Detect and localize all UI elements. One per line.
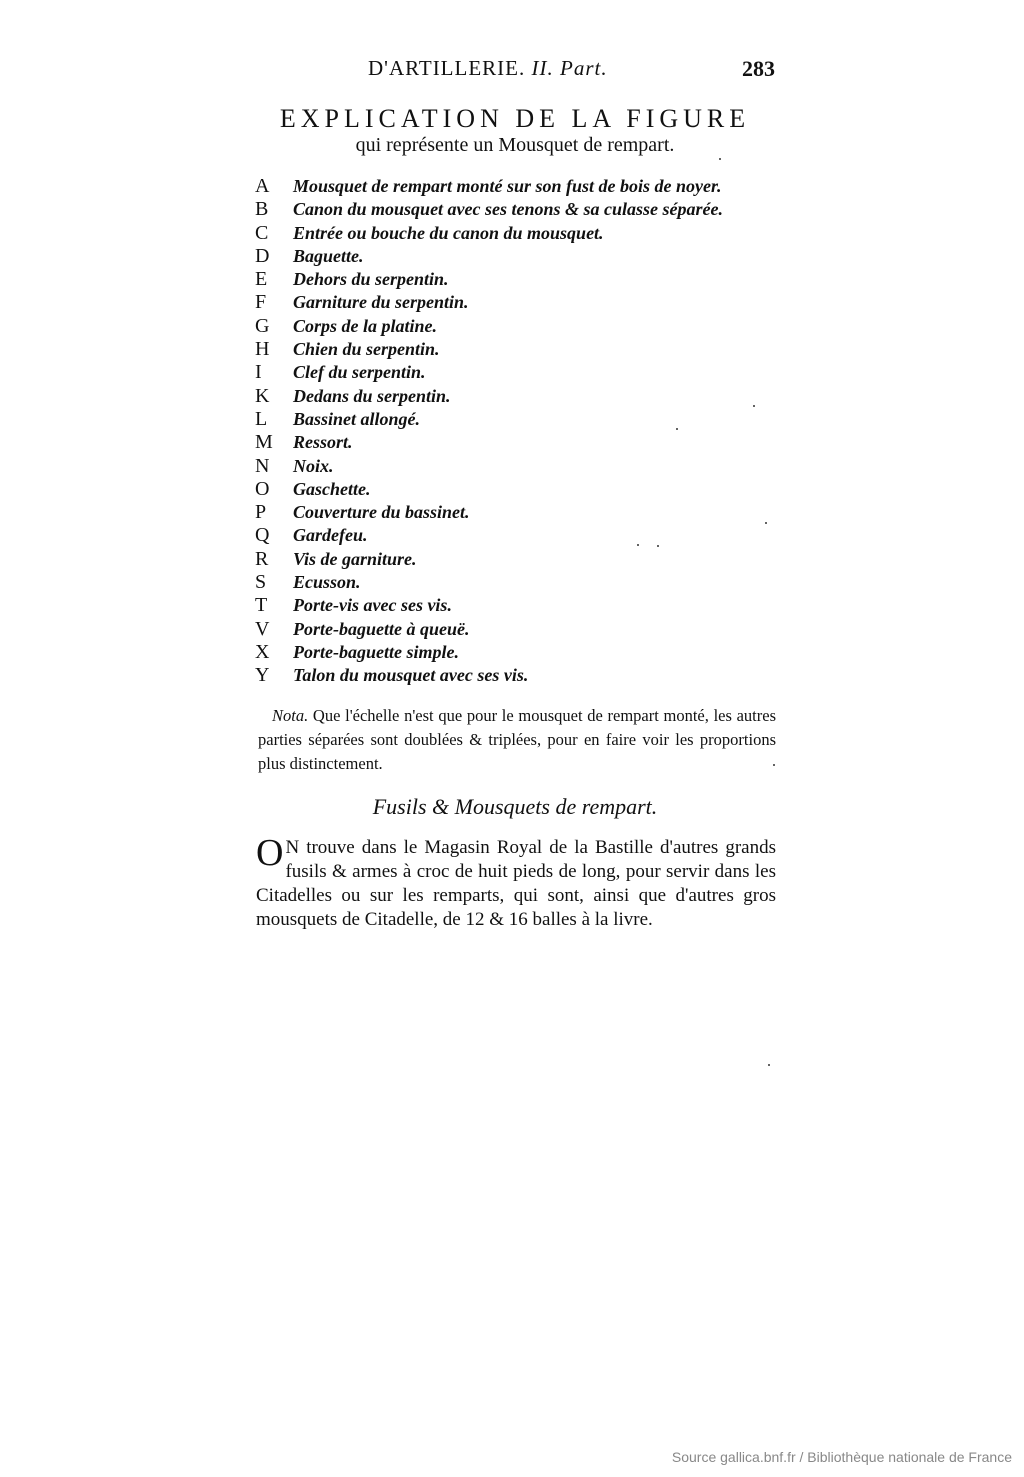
legend-description: Entrée ou bouche du canon du mousquet.: [293, 222, 604, 243]
legend-description: Dehors du serpentin.: [293, 269, 449, 290]
legend-letter: R: [255, 547, 269, 570]
legend-letter: A: [255, 175, 270, 197]
legend-item: [255, 478, 723, 501]
legend-letter: X: [255, 640, 270, 663]
running-title: D'ARTILLERIE.: [368, 56, 526, 80]
running-head: [368, 56, 608, 81]
legend-letter: S: [255, 571, 267, 594]
paragraph-text: N trouve dans le Magasin Royal de la Bastille d'autres grands fusils & armes à croc de huit pieds de long, pour servir dans les Citadelles ou sur les remparts, qui sont, ainsi que d'autres gros mousquets de Citadelle, de 12 & 16 balles à la livre.: [256, 837, 776, 930]
legend-item: [255, 664, 723, 687]
legend-letter: P: [255, 501, 267, 524]
legend-description: Porte-vis avec ses vis.: [293, 595, 452, 616]
legend-item: [255, 524, 723, 547]
nota-label: Nota.: [272, 706, 309, 725]
legend-letter: Q: [255, 524, 270, 547]
legend-letter: T: [255, 594, 268, 617]
legend-description: Talon du mousquet avec ses vis.: [293, 665, 529, 686]
legend-description: Gaschette.: [293, 478, 371, 499]
scan-speck: [676, 428, 678, 430]
legend-item: [255, 385, 723, 408]
legend-letter: H: [255, 338, 270, 361]
scan-speck: [657, 545, 659, 547]
legend-item: [255, 594, 723, 617]
legend-item: [255, 455, 723, 478]
nota-text: Que l'échelle n'est que pour le mousquet de rempart monté, les autres parties séparées sont doublées & triplées, pour en faire voir les proportions plus distinctement.: [258, 706, 777, 773]
legend-description: Clef du serpentin.: [293, 362, 426, 383]
legend-description: Canon du mousquet avec ses tenons & sa culasse séparée.: [293, 199, 724, 220]
legend-letter: N: [255, 454, 270, 477]
legend-item: [255, 641, 723, 664]
legend-letter: I: [255, 361, 262, 384]
legend-description: Mousquet de rempart monté sur son fust de bois de noyer.: [293, 176, 722, 196]
figure-explanation-subtitle: qui représente un Mousquet de rempart.: [355, 134, 675, 156]
legend-description: Chien du serpentin.: [293, 339, 440, 360]
legend-letter: V: [255, 617, 270, 640]
legend-letter: B: [255, 198, 269, 221]
legend-letter: Y: [255, 664, 270, 687]
scan-speck: [637, 544, 639, 546]
legend-description: Couverture du bassinet.: [293, 502, 470, 523]
legend-item: [255, 618, 723, 641]
legend-letter: E: [255, 268, 268, 291]
part-label: II. Part.: [531, 56, 608, 80]
section-heading: Fusils & Mousquets de rempart.: [372, 794, 658, 819]
legend-description: Ressort.: [293, 432, 353, 453]
legend-description: Porte-baguette simple.: [293, 641, 459, 662]
page-number: 283: [742, 56, 775, 81]
source-credit: Source gallica.bnf.fr / Bibliothèque nationale de France: [671, 1449, 1012, 1465]
legend-description: Bassinet allongé.: [293, 408, 421, 429]
body-paragraph: [256, 832, 776, 932]
scan-speck: [753, 405, 755, 407]
legend-letter: G: [255, 314, 270, 337]
nota-note: [258, 704, 776, 776]
legend-description: Porte-baguette à queuë.: [293, 618, 470, 639]
legend-letter: D: [255, 244, 270, 267]
scan-speck: [765, 522, 767, 524]
legend-letter: L: [255, 407, 268, 430]
legend-item: [255, 571, 723, 594]
legend-item: [255, 431, 723, 454]
figure-explanation-title: EXPLICATION DE LA FIGURE: [279, 104, 751, 133]
scan-speck: [768, 1064, 770, 1066]
legend-item: [255, 548, 723, 571]
legend-item: [255, 361, 723, 384]
drop-cap: O: [256, 832, 284, 874]
figure-legend: [255, 175, 723, 688]
legend-letter: F: [255, 291, 267, 314]
legend-item: [255, 245, 723, 268]
legend-description: Noix.: [293, 455, 334, 476]
legend-description: Corps de la platine.: [293, 315, 438, 336]
legend-item: [255, 291, 723, 314]
legend-description: Ecusson.: [293, 572, 361, 593]
legend-item: [255, 338, 723, 361]
legend-item: [255, 268, 723, 291]
legend-letter: O: [255, 477, 270, 500]
legend-description: Baguette.: [293, 245, 364, 266]
legend-item: [255, 175, 723, 198]
legend-letter: C: [255, 221, 269, 244]
legend-item: [255, 198, 723, 221]
scan-speck: [773, 764, 775, 766]
legend-description: Gardefeu.: [293, 525, 368, 546]
legend-description: Dedans du serpentin.: [293, 385, 451, 406]
legend-item: [255, 408, 723, 431]
legend-description: Vis de garniture.: [293, 548, 417, 569]
legend-description: Garniture du serpentin.: [293, 292, 469, 313]
legend-item: [255, 501, 723, 524]
legend-item: [255, 315, 723, 338]
legend-item: [255, 222, 723, 245]
legend-letter: K: [255, 384, 270, 407]
scan-speck: [719, 158, 721, 160]
legend-letter: M: [255, 431, 273, 454]
